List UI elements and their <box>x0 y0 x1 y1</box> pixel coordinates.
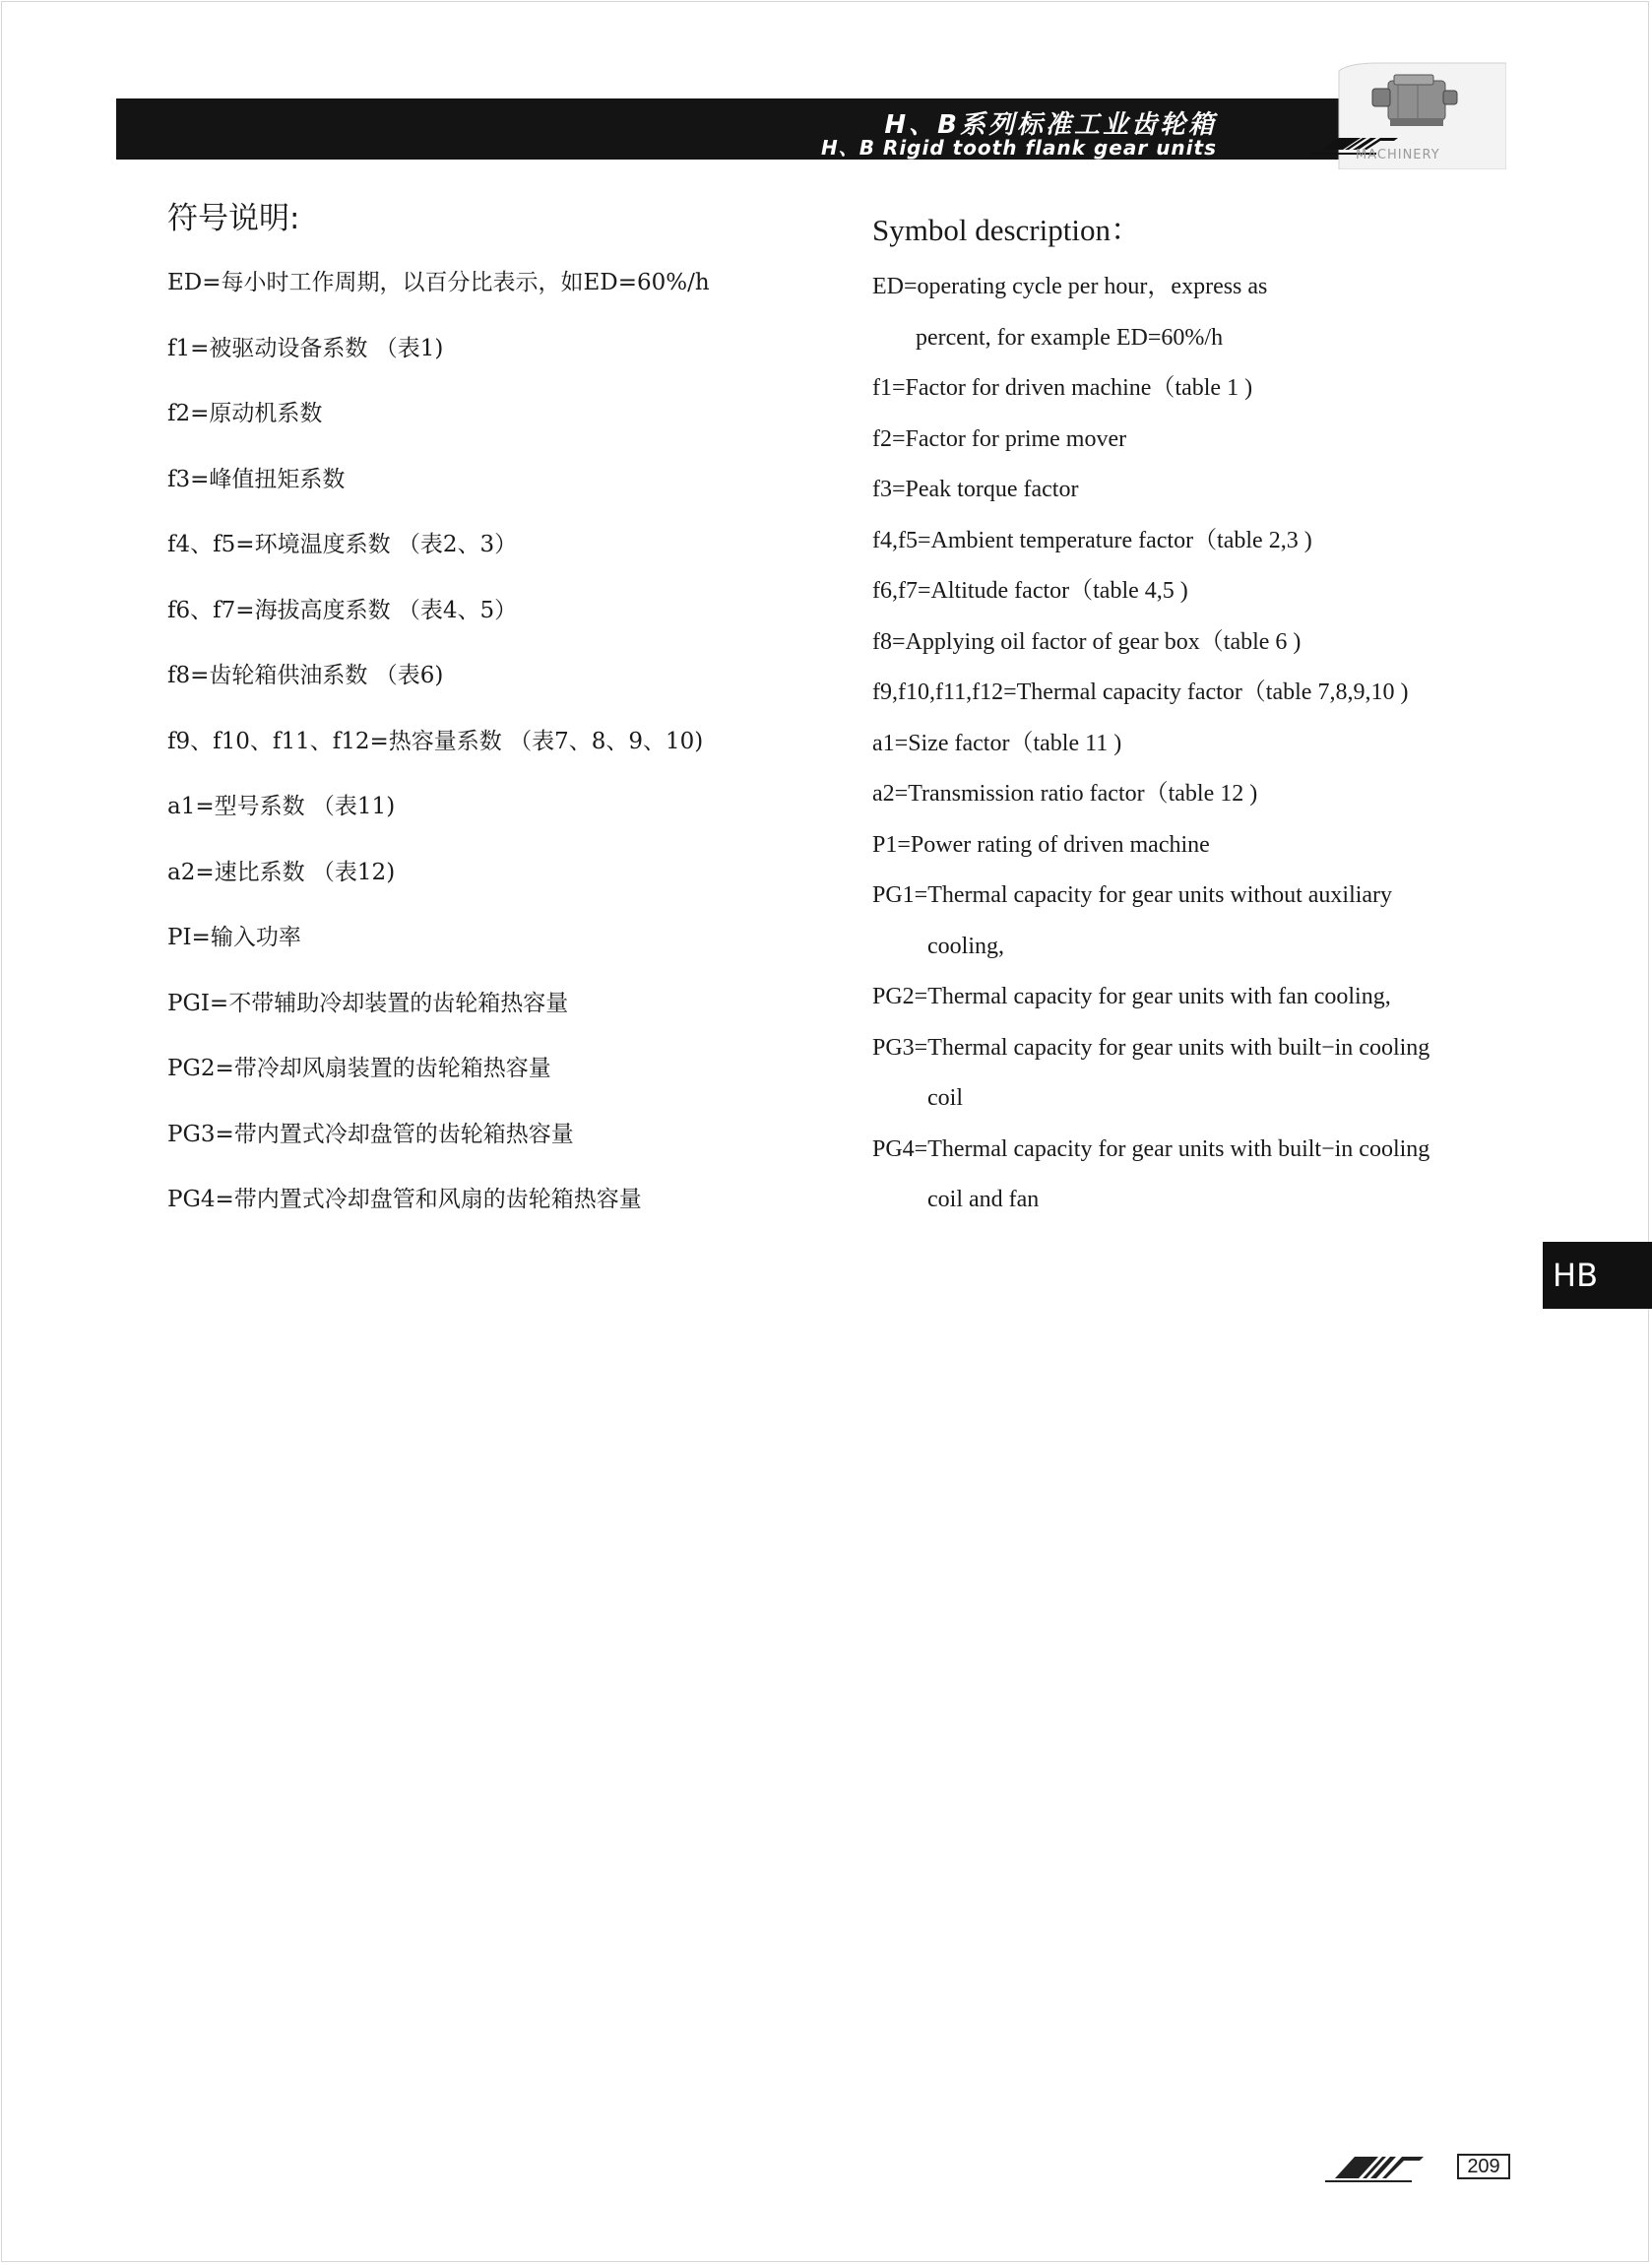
list-item: ED=每小时工作周期，以百分比表示，如ED=60%/h <box>167 270 710 295</box>
list-item: f8=Applying oil factor of gear box（table 6 ) <box>872 628 1302 655</box>
list-item <box>872 262 1502 363</box>
list-item <box>872 1125 1502 1226</box>
list-item: f3=Peak torque factor <box>872 477 1079 502</box>
list-item: a2=速比系数 （表12) <box>167 859 396 885</box>
footer-jtc-logo-icon <box>1325 2149 1443 2184</box>
list-item: a2=Transmission ratio factor（table 12 ) <box>872 781 1258 807</box>
list-item-line: PG4=Thermal capacity for gear units with built−in cooling <box>872 1135 1430 1162</box>
list-item: f2=Factor for prime mover <box>872 425 1127 452</box>
list-item: PGI=不带辅助冷却装置的齿轮箱热容量 <box>167 990 569 1016</box>
list-item: f6,f7=Altitude factor（table 4,5 ) <box>872 578 1188 604</box>
list-item: a1=Size factor（table 11 ) <box>872 730 1122 756</box>
section-title-en: Symbol description： <box>872 213 1141 247</box>
list-item: f6、f7=海拔高度系数 （表4、5） <box>167 597 518 623</box>
symbol-list-cn-section <box>167 197 857 1247</box>
header-title-en: H、B Rigid tooth flank gear units <box>820 136 1217 160</box>
list-item: f4、f5=环境温度系数 （表2、3） <box>167 532 518 557</box>
list-item-continuation: cooling, <box>927 933 1004 959</box>
list-item-continuation: coil <box>927 1085 963 1111</box>
list-item: a1=型号系数 （表11) <box>167 794 396 819</box>
list-item-line: ED=operating cycle per hour，express as <box>872 274 1268 299</box>
symbol-list-en <box>872 262 1502 1226</box>
header-title-cn: H、B系列标准工业齿轮箱 <box>884 110 1217 140</box>
list-item: f3=峰值扭矩系数 <box>167 466 346 492</box>
list-item: f9、f10、f11、f12=热容量系数 （表7、8、9、10) <box>167 728 704 754</box>
section-title-cn: 符号说明: <box>167 201 300 236</box>
list-item-line: PG1=Thermal capacity for gear units without auxiliary <box>872 882 1393 908</box>
brand-subtitle: MACHINERY <box>1356 148 1440 162</box>
list-item: PG3=带内置式冷却盘管的齿轮箱热容量 <box>167 1121 574 1147</box>
list-item: f2=原动机系数 <box>167 401 323 426</box>
list-item: PG2=Thermal capacity for gear units with fan cooling, <box>872 984 1391 1009</box>
symbol-list-en-section <box>872 207 1502 1226</box>
list-item: PG2=带冷却风扇装置的齿轮箱热容量 <box>167 1056 551 1081</box>
section-tab-hb: HB <box>1543 1242 1652 1309</box>
list-item: f4,f5=Ambient temperature factor（table 2,3 ) <box>872 527 1312 553</box>
list-item-line: PG3=Thermal capacity for gear units with built−in cooling <box>872 1034 1430 1061</box>
list-item: f8=齿轮箱供油系数 （表6) <box>167 663 444 688</box>
symbol-list-cn <box>167 264 857 1247</box>
list-item: f1=Factor for driven machine（table 1 ) <box>872 375 1253 401</box>
list-item <box>872 1023 1502 1125</box>
list-item: f9,f10,f11,f12=Thermal capacity factor（table 7,8,9,10 ) <box>872 680 1409 705</box>
page-number: 209 <box>1457 2154 1510 2179</box>
list-item: f1=被驱动设备系数 （表1) <box>167 335 444 361</box>
list-item <box>872 871 1502 972</box>
list-item: P1=Power rating of driven machine <box>872 831 1210 858</box>
list-item: PG4=带内置式冷却盘管和风扇的齿轮箱热容量 <box>167 1187 642 1212</box>
list-item-continuation: percent, for example ED=60%/h <box>916 324 1224 351</box>
header-bar <box>116 98 1343 160</box>
list-item: PI=输入功率 <box>167 925 301 950</box>
list-item-continuation: coil and fan <box>927 1187 1040 1212</box>
